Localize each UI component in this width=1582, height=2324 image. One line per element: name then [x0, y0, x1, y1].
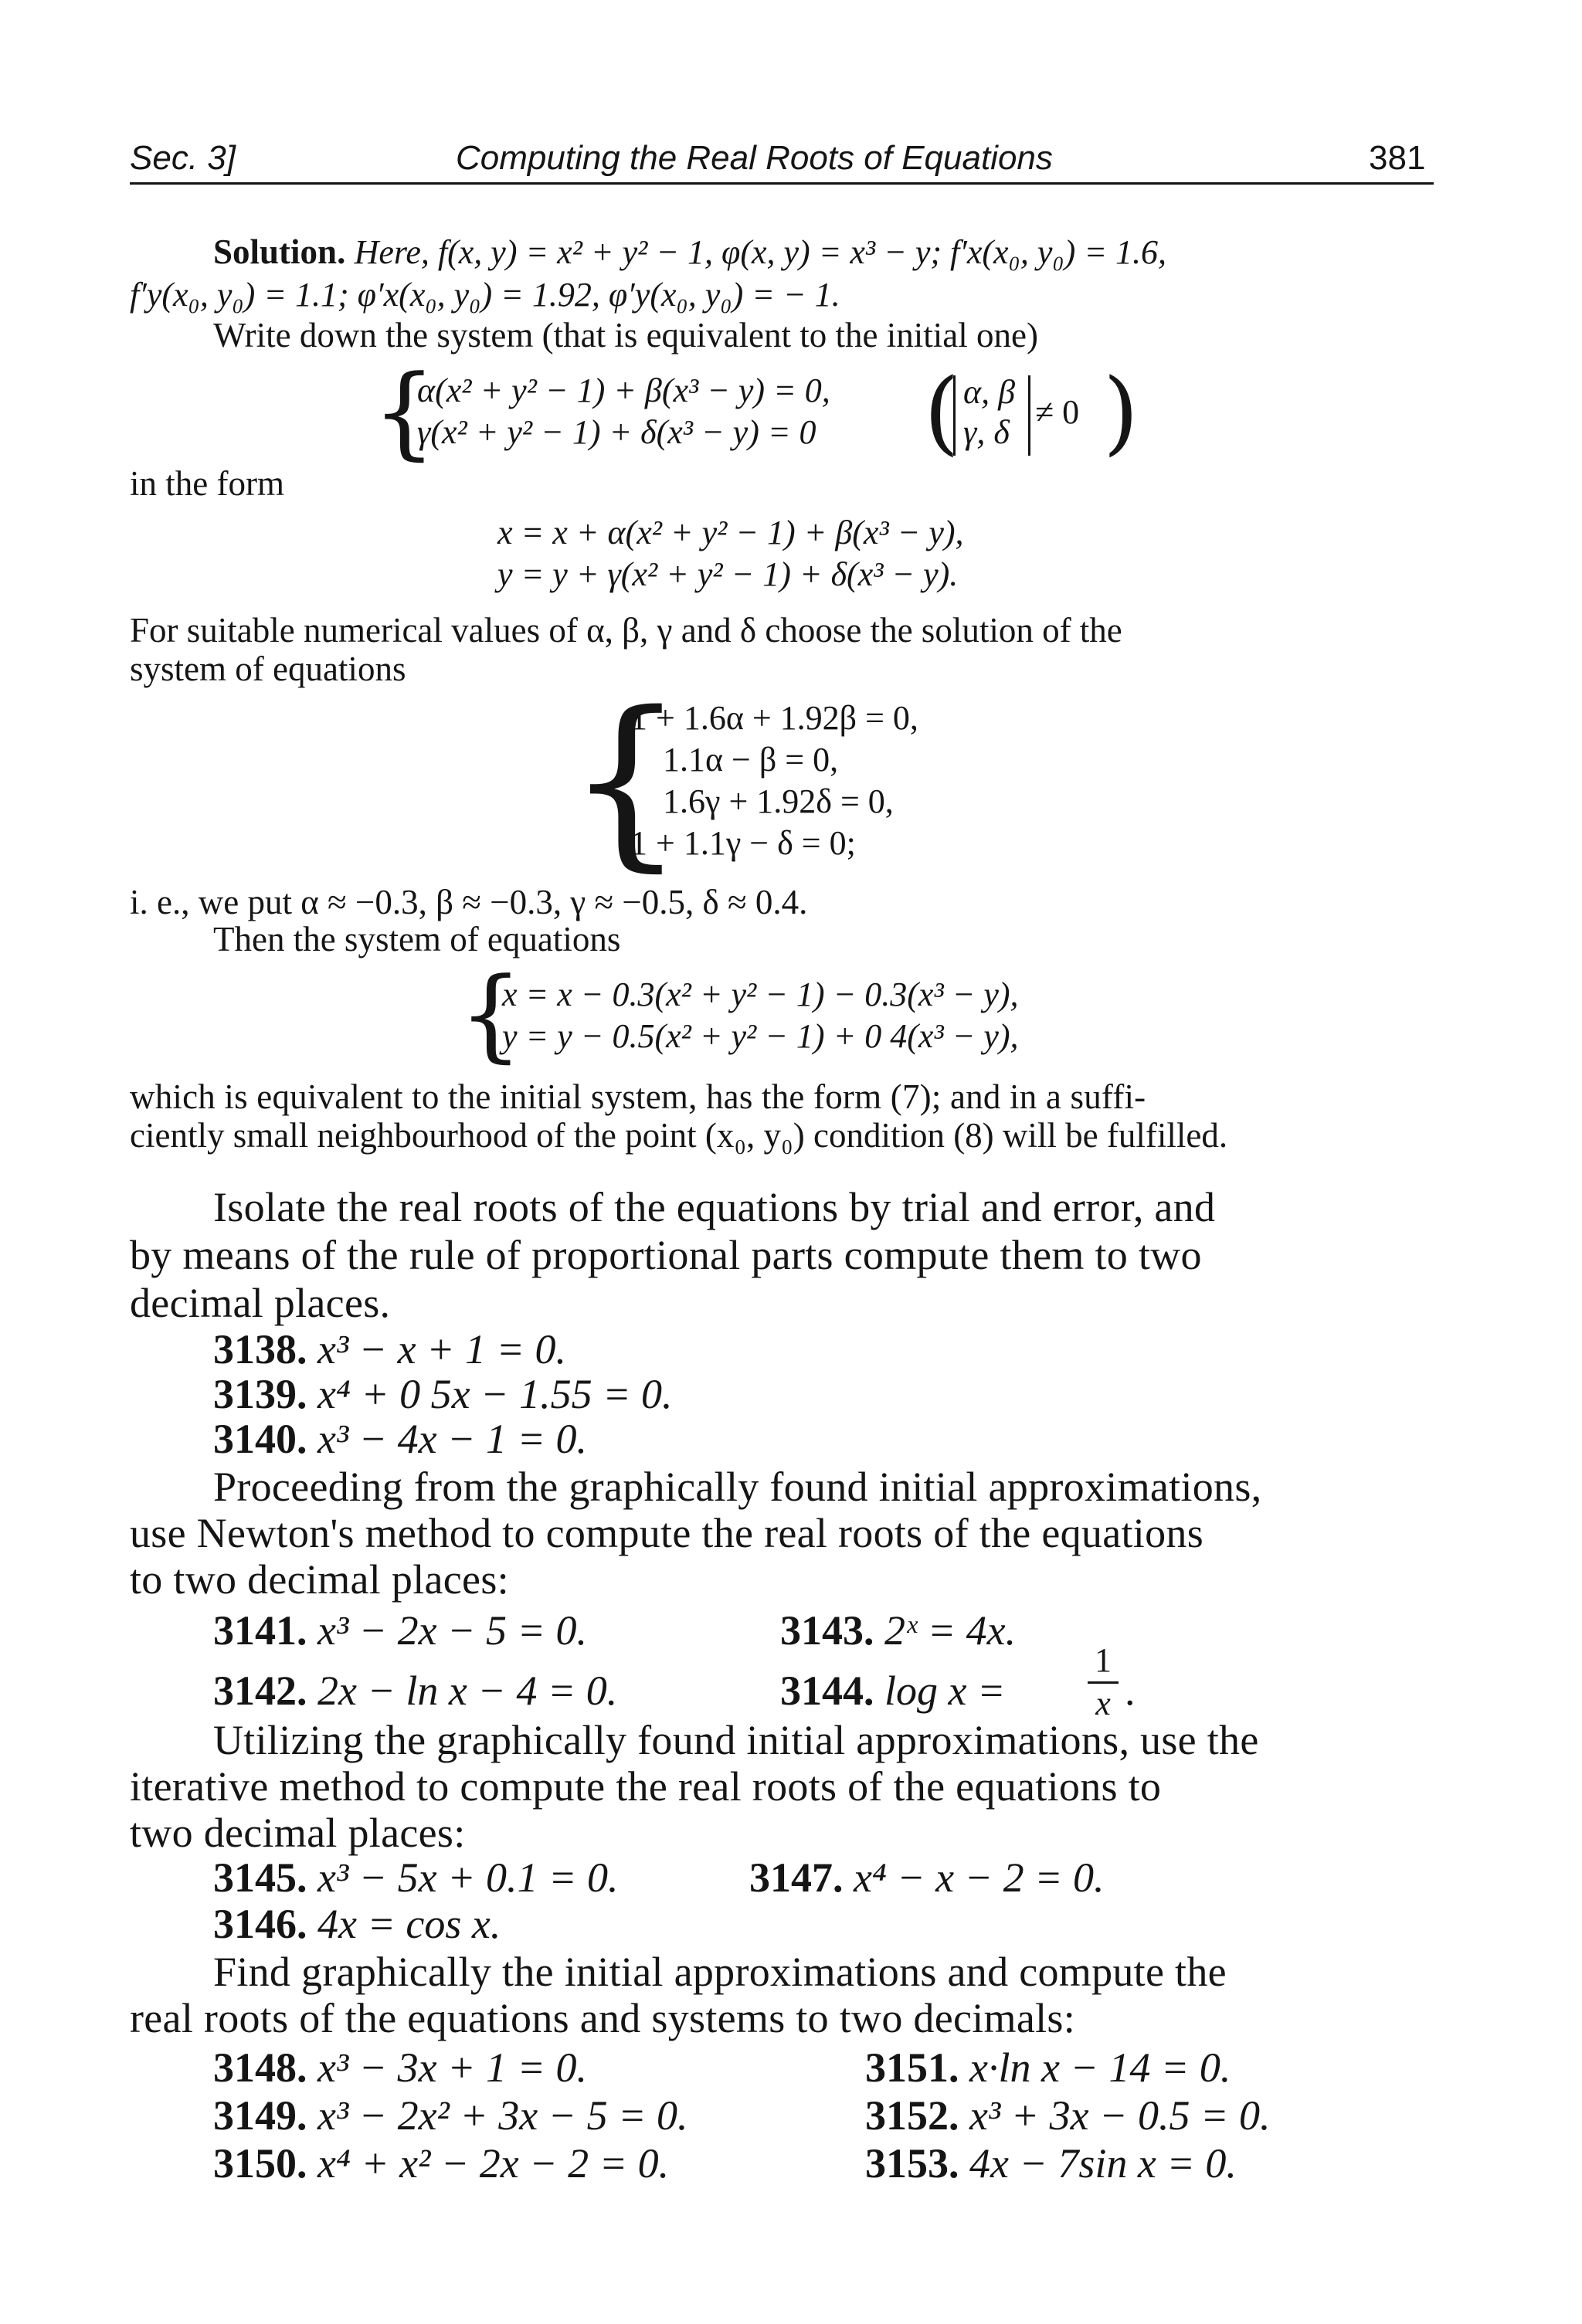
problem-expression: x⁴ + x² − 2x − 2 = 0. [317, 2140, 670, 2187]
problem-3143 [780, 1606, 1016, 1654]
problem-expression: 4x = cos x. [317, 1901, 501, 1947]
section3-text-1: Utilizing the graphically found initial approximations, use the [213, 1717, 1259, 1763]
system2-eq-b: 1.1α − β = 0, [663, 741, 839, 779]
problem-3140 [213, 1415, 587, 1463]
form-eq-a: x = x + α(x² + y² − 1) + β(x³ − y), [497, 514, 964, 551]
solution-line-4: For suitable numerical values of α, β, γ and δ choose the solution of the [130, 611, 1122, 650]
system2-eq-a: 1 + 1.6α + 1.92β = 0, [630, 699, 918, 737]
in-the-form: in the form [130, 464, 284, 503]
system1-eq-b: γ(x² + y² − 1) + δ(x³ − y) = 0 [417, 413, 816, 451]
problem-expression: x³ − 2x² + 3x − 5 = 0. [317, 2092, 688, 2139]
solution-line-6: i. e., we put α ≈ −0.3, β ≈ −0.3, γ ≈ −0.5, δ ≈ 0.4. [130, 883, 808, 921]
paren-left: ( [924, 358, 960, 465]
problem-expression: 2x − ln x − 4 = 0. [317, 1668, 618, 1714]
problem-number: 3150. [213, 2140, 307, 2187]
problem-expression: x³ − 3x + 1 = 0. [317, 2044, 587, 2091]
problem-number: 3148. [213, 2044, 307, 2091]
problem-expression: x³ − 4x − 1 = 0. [317, 1416, 587, 1462]
form-eq-b: y = y + γ(x² + y² − 1) + δ(x³ − y). [497, 555, 959, 593]
system-brace-2: { [567, 672, 685, 888]
problem-number: 3144. [780, 1668, 874, 1714]
problem-number: 3141. [213, 1607, 307, 1654]
section3-text-3: two decimal places: [130, 1810, 466, 1856]
problem-3146 [213, 1900, 501, 1948]
problem-number: 3140. [213, 1416, 307, 1462]
solution-line-1 [213, 232, 1166, 272]
section1-text-2: by means of the rule of proportional parts compute them to two [130, 1232, 1202, 1278]
solution-text-1: Here, f(x, y) = x² + y² − 1, φ(x, y) = x³ − y; f′x(x₀, y₀) = 1.6, [354, 233, 1167, 271]
problem-number: 3142. [213, 1668, 307, 1714]
header-rule [130, 182, 1434, 185]
solution-line-8: which is equivalent to the initial system, has the form (7); and in a suffi- [130, 1077, 1146, 1116]
det-row-2: γ, δ [963, 413, 1010, 451]
problem-expression: x·ln x − 14 = 0. [969, 2044, 1231, 2091]
problem-number: 3138. [213, 1326, 307, 1372]
system3-eq-a: x = x − 0.3(x² + y² − 1) − 0.3(x³ − y), [502, 975, 1019, 1013]
fraction-one-over-x [1088, 1640, 1119, 1723]
problem-3152 [865, 2092, 1270, 2139]
problem-number: 3153. [865, 2140, 959, 2187]
problem-3150 [213, 2139, 669, 2187]
fraction-period: . [1125, 1668, 1136, 1714]
section1-text-3: decimal places. [130, 1280, 391, 1326]
solution-lead: Solution. [213, 232, 346, 271]
solution-line-5: system of equations [130, 650, 406, 688]
fraction-denominator: x [1088, 1681, 1119, 1723]
problem-3149 [213, 2092, 688, 2139]
problem-number: 3143. [780, 1607, 874, 1654]
problem-expression: x³ + 3x − 0.5 = 0. [969, 2092, 1271, 2139]
system2-eq-c: 1.6γ + 1.92δ = 0, [663, 782, 894, 820]
problem-number: 3151. [865, 2044, 959, 2091]
section1-text-1: Isolate the real roots of the equations by trial and error, and [213, 1184, 1216, 1230]
det-row-1: α, β [963, 373, 1016, 411]
system-brace-3: { [459, 955, 523, 1073]
problem-number: 3149. [213, 2092, 307, 2139]
section4-text-2: real roots of the equations and systems to two decimals: [130, 1995, 1076, 2041]
system-brace-1: { [372, 353, 436, 470]
problem-expression: x⁴ + 0 5x − 1.55 = 0. [317, 1371, 673, 1417]
section2-text-2: use Newton's method to compute the real roots of the equations [130, 1510, 1204, 1556]
paren-right: ) [1103, 358, 1139, 465]
system1-eq-a: α(x² + y² − 1) + β(x³ − y) = 0, [417, 372, 830, 409]
problem-expression: x³ − 2x − 5 = 0. [317, 1607, 587, 1654]
problem-expression: x³ − 5x + 0.1 = 0. [317, 1854, 619, 1901]
problem-3148 [213, 2044, 587, 2092]
system2-eq-d: 1 + 1.1γ − δ = 0; [630, 824, 856, 862]
problem-expression: 4x − 7sin x = 0. [969, 2140, 1237, 2187]
problem-number: 3147. [749, 1854, 844, 1901]
problem-3151 [865, 2044, 1231, 2092]
problem-3153 [865, 2139, 1237, 2187]
section2-text-1: Proceeding from the graphically found initial approximations, [213, 1464, 1262, 1510]
section2-text-3: to two decimal places: [130, 1556, 509, 1603]
problem-3139 [213, 1370, 673, 1418]
problem-expression: log x = [884, 1668, 1006, 1714]
problem-3147 [749, 1854, 1105, 1902]
det-not-zero: ≠ 0 [1035, 393, 1080, 431]
problem-3145 [213, 1854, 618, 1902]
problem-3138 [213, 1325, 566, 1373]
system3-eq-b: y = y − 0.5(x² + y² − 1) + 0 4(x³ − y), [502, 1017, 1019, 1055]
page-number: 381 [1369, 139, 1426, 177]
solution-line-9: ciently small neighbourhood of the point (x₀, y₀) condition (8) will be fulfilled. [130, 1116, 1228, 1155]
problem-number: 3146. [213, 1901, 307, 1947]
section-ref: Sec. 3] [130, 139, 236, 177]
problem-3142 [213, 1667, 617, 1715]
problem-expression: 2ˣ = 4x. [884, 1607, 1017, 1654]
problem-number: 3139. [213, 1371, 307, 1417]
solution-line-3: Write down the system (that is equivalent to the initial one) [213, 316, 1038, 355]
problem-expression: x³ − x + 1 = 0. [317, 1326, 566, 1372]
fraction-numerator: 1 [1095, 1641, 1112, 1679]
problem-number: 3152. [865, 2092, 959, 2139]
solution-line-7: Then the system of equations [213, 920, 621, 958]
solution-line-2: f′y(x₀, y₀) = 1.1; φ′x(x₀, y₀) = 1.92, φ′y(x₀, y₀) = − 1. [130, 276, 840, 314]
section3-text-2: iterative method to compute the real roots of the equations to [130, 1763, 1162, 1810]
problem-number: 3145. [213, 1854, 307, 1901]
running-title: Computing the Real Roots of Equations [456, 139, 1053, 177]
determinant [953, 375, 1030, 456]
section4-text-1: Find graphically the initial approximations and compute the [213, 1949, 1227, 1995]
problem-expression: x⁴ − x − 2 = 0. [854, 1854, 1105, 1901]
problem-3144 [780, 1667, 1005, 1715]
problem-3141 [213, 1606, 587, 1654]
